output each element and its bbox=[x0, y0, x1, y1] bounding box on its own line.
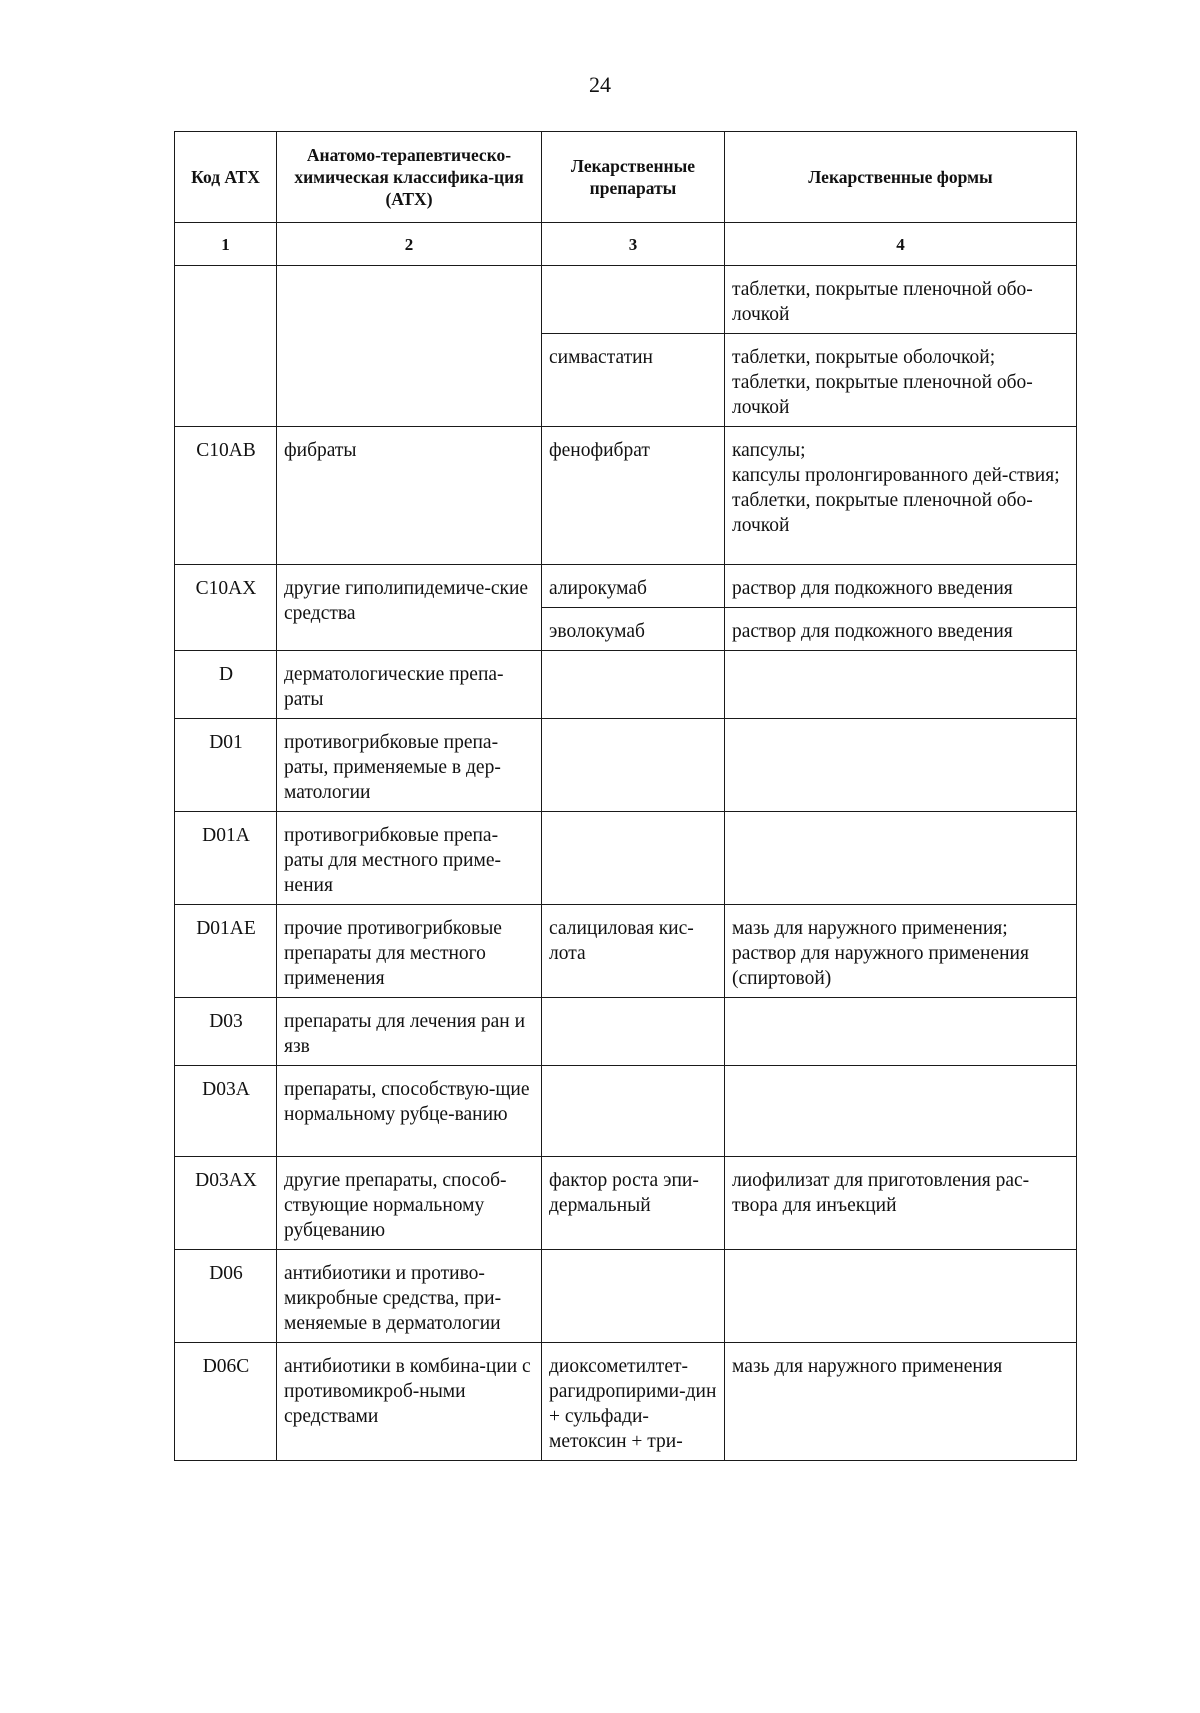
dosage-form-line: раствор для подкожного введения bbox=[732, 621, 1013, 642]
atx-code-cell: D01 bbox=[175, 719, 277, 812]
table-row bbox=[175, 998, 1077, 1066]
page-number: 24 bbox=[589, 72, 611, 97]
drug-cell bbox=[542, 1066, 725, 1157]
dosage-form-line: таблетки, покрытые оболочкой; bbox=[732, 347, 996, 368]
classification-cell: другие гиполипидемиче-ские средства bbox=[277, 565, 542, 651]
dosage-form-line: мазь для наружного применения bbox=[732, 1356, 1003, 1377]
table-row bbox=[175, 651, 1077, 719]
atx-code-cell: D03A bbox=[175, 1066, 277, 1157]
atx-code-cell: C10AB bbox=[175, 427, 277, 565]
table-row bbox=[175, 1250, 1077, 1343]
table-row bbox=[175, 1157, 1077, 1250]
atx-code-cell: D06 bbox=[175, 1250, 277, 1343]
classification-cell: противогрибковые препа-раты для местного приме-нения bbox=[277, 812, 542, 905]
drug-cell bbox=[542, 812, 725, 905]
atx-code-cell: C10AX bbox=[175, 565, 277, 651]
drug-cell bbox=[542, 266, 725, 334]
atx-code-cell: D03 bbox=[175, 998, 277, 1066]
dosage-form-line: мазь для наружного применения; bbox=[732, 918, 1008, 939]
classification-cell: дерматологические препа-раты bbox=[277, 651, 542, 719]
column-number: 3 bbox=[542, 223, 725, 266]
dosage-form-line: таблетки, покрытые пленочной обо-лочкой bbox=[732, 372, 1033, 418]
dosage-forms-cell bbox=[725, 812, 1077, 905]
dosage-forms-cell bbox=[725, 719, 1077, 812]
table-row bbox=[175, 1343, 1077, 1461]
classification-cell: прочие противогрибковые препараты для местного применения bbox=[277, 905, 542, 998]
classification-cell: фибраты bbox=[277, 427, 542, 565]
drug-cell: алирокумаб bbox=[542, 565, 725, 608]
classification-cell: противогрибковые препа-раты, применяемые в дер-матологии bbox=[277, 719, 542, 812]
dosage-forms-cell bbox=[725, 651, 1077, 719]
column-number: 4 bbox=[725, 223, 1077, 266]
table-row bbox=[175, 266, 1077, 334]
column-number: 1 bbox=[175, 223, 277, 266]
column-number-row bbox=[175, 223, 1077, 266]
drug-cell bbox=[542, 998, 725, 1066]
atx-code-cell: D01AE bbox=[175, 905, 277, 998]
dosage-forms-cell bbox=[725, 1157, 1077, 1250]
classification-cell: антибиотики и противо-микробные средства, при-меняемые в дерматологии bbox=[277, 1250, 542, 1343]
drug-cell: симвастатин bbox=[542, 334, 725, 427]
drug-cell bbox=[542, 719, 725, 812]
classification-cell: препараты, способствую-щие нормальному рубце-ванию bbox=[277, 1066, 542, 1157]
header-atx-code: Код АТХ bbox=[175, 132, 277, 223]
classification-cell: антибиотики в комбина-ции с противомикроб-ными средствами bbox=[277, 1343, 542, 1461]
table-header-row bbox=[175, 132, 1077, 223]
dosage-forms-cell bbox=[725, 427, 1077, 565]
dosage-form-line: капсулы пролонгированного дей-ствия; bbox=[732, 465, 1060, 486]
dosage-form-line: капсулы; bbox=[732, 440, 806, 461]
header-drugs: Лекарственные препараты bbox=[542, 132, 725, 223]
table-row bbox=[175, 812, 1077, 905]
atx-drug-table bbox=[174, 131, 1077, 1461]
drug-cell bbox=[542, 651, 725, 719]
dosage-forms-cell bbox=[725, 334, 1077, 427]
dosage-forms-cell bbox=[725, 998, 1077, 1066]
atx-code-cell: D03AX bbox=[175, 1157, 277, 1250]
dosage-forms-cell bbox=[725, 905, 1077, 998]
dosage-forms-cell bbox=[725, 1343, 1077, 1461]
drug-cell: фактор роста эпи-дермальный bbox=[542, 1157, 725, 1250]
dosage-forms-cell bbox=[725, 608, 1077, 651]
dosage-form-line: раствор для подкожного введения bbox=[732, 578, 1013, 599]
atx-code-cell bbox=[175, 266, 277, 427]
drug-cell: диоксометилтет-рагидропирими-дин + сульфади-метоксин + три- bbox=[542, 1343, 725, 1461]
dosage-form-line: раствор для наружного применения (спиртовой) bbox=[732, 943, 1029, 989]
table-row bbox=[175, 719, 1077, 812]
drug-cell bbox=[542, 1250, 725, 1343]
table-row bbox=[175, 427, 1077, 565]
table-row bbox=[175, 565, 1077, 608]
header-dosage-forms: Лекарственные формы bbox=[725, 132, 1077, 223]
classification-cell bbox=[277, 266, 542, 427]
dosage-form-line: таблетки, покрытые пленочной обо-лочкой bbox=[732, 279, 1033, 325]
drug-cell: фенофибрат bbox=[542, 427, 725, 565]
header-atx-classification: Анатомо-терапевтическо-химическая классифика-ция (АТХ) bbox=[277, 132, 542, 223]
atx-code-cell: D bbox=[175, 651, 277, 719]
dosage-form-line: лиофилизат для приготовления рас-твора для инъекций bbox=[732, 1170, 1030, 1216]
atx-code-cell: D01A bbox=[175, 812, 277, 905]
classification-cell: другие препараты, способ-ствующие нормальному рубцеванию bbox=[277, 1157, 542, 1250]
dosage-form-line: таблетки, покрытые пленочной обо-лочкой bbox=[732, 490, 1033, 536]
table-row bbox=[175, 905, 1077, 998]
classification-cell: препараты для лечения ран и язв bbox=[277, 998, 542, 1066]
drug-cell: салициловая кис-лота bbox=[542, 905, 725, 998]
table-row bbox=[175, 1066, 1077, 1157]
dosage-forms-cell bbox=[725, 1066, 1077, 1157]
atx-code-cell: D06C bbox=[175, 1343, 277, 1461]
dosage-forms-cell bbox=[725, 565, 1077, 608]
column-number: 2 bbox=[277, 223, 542, 266]
dosage-forms-cell bbox=[725, 1250, 1077, 1343]
dosage-forms-cell bbox=[725, 266, 1077, 334]
drug-cell: эволокумаб bbox=[542, 608, 725, 651]
